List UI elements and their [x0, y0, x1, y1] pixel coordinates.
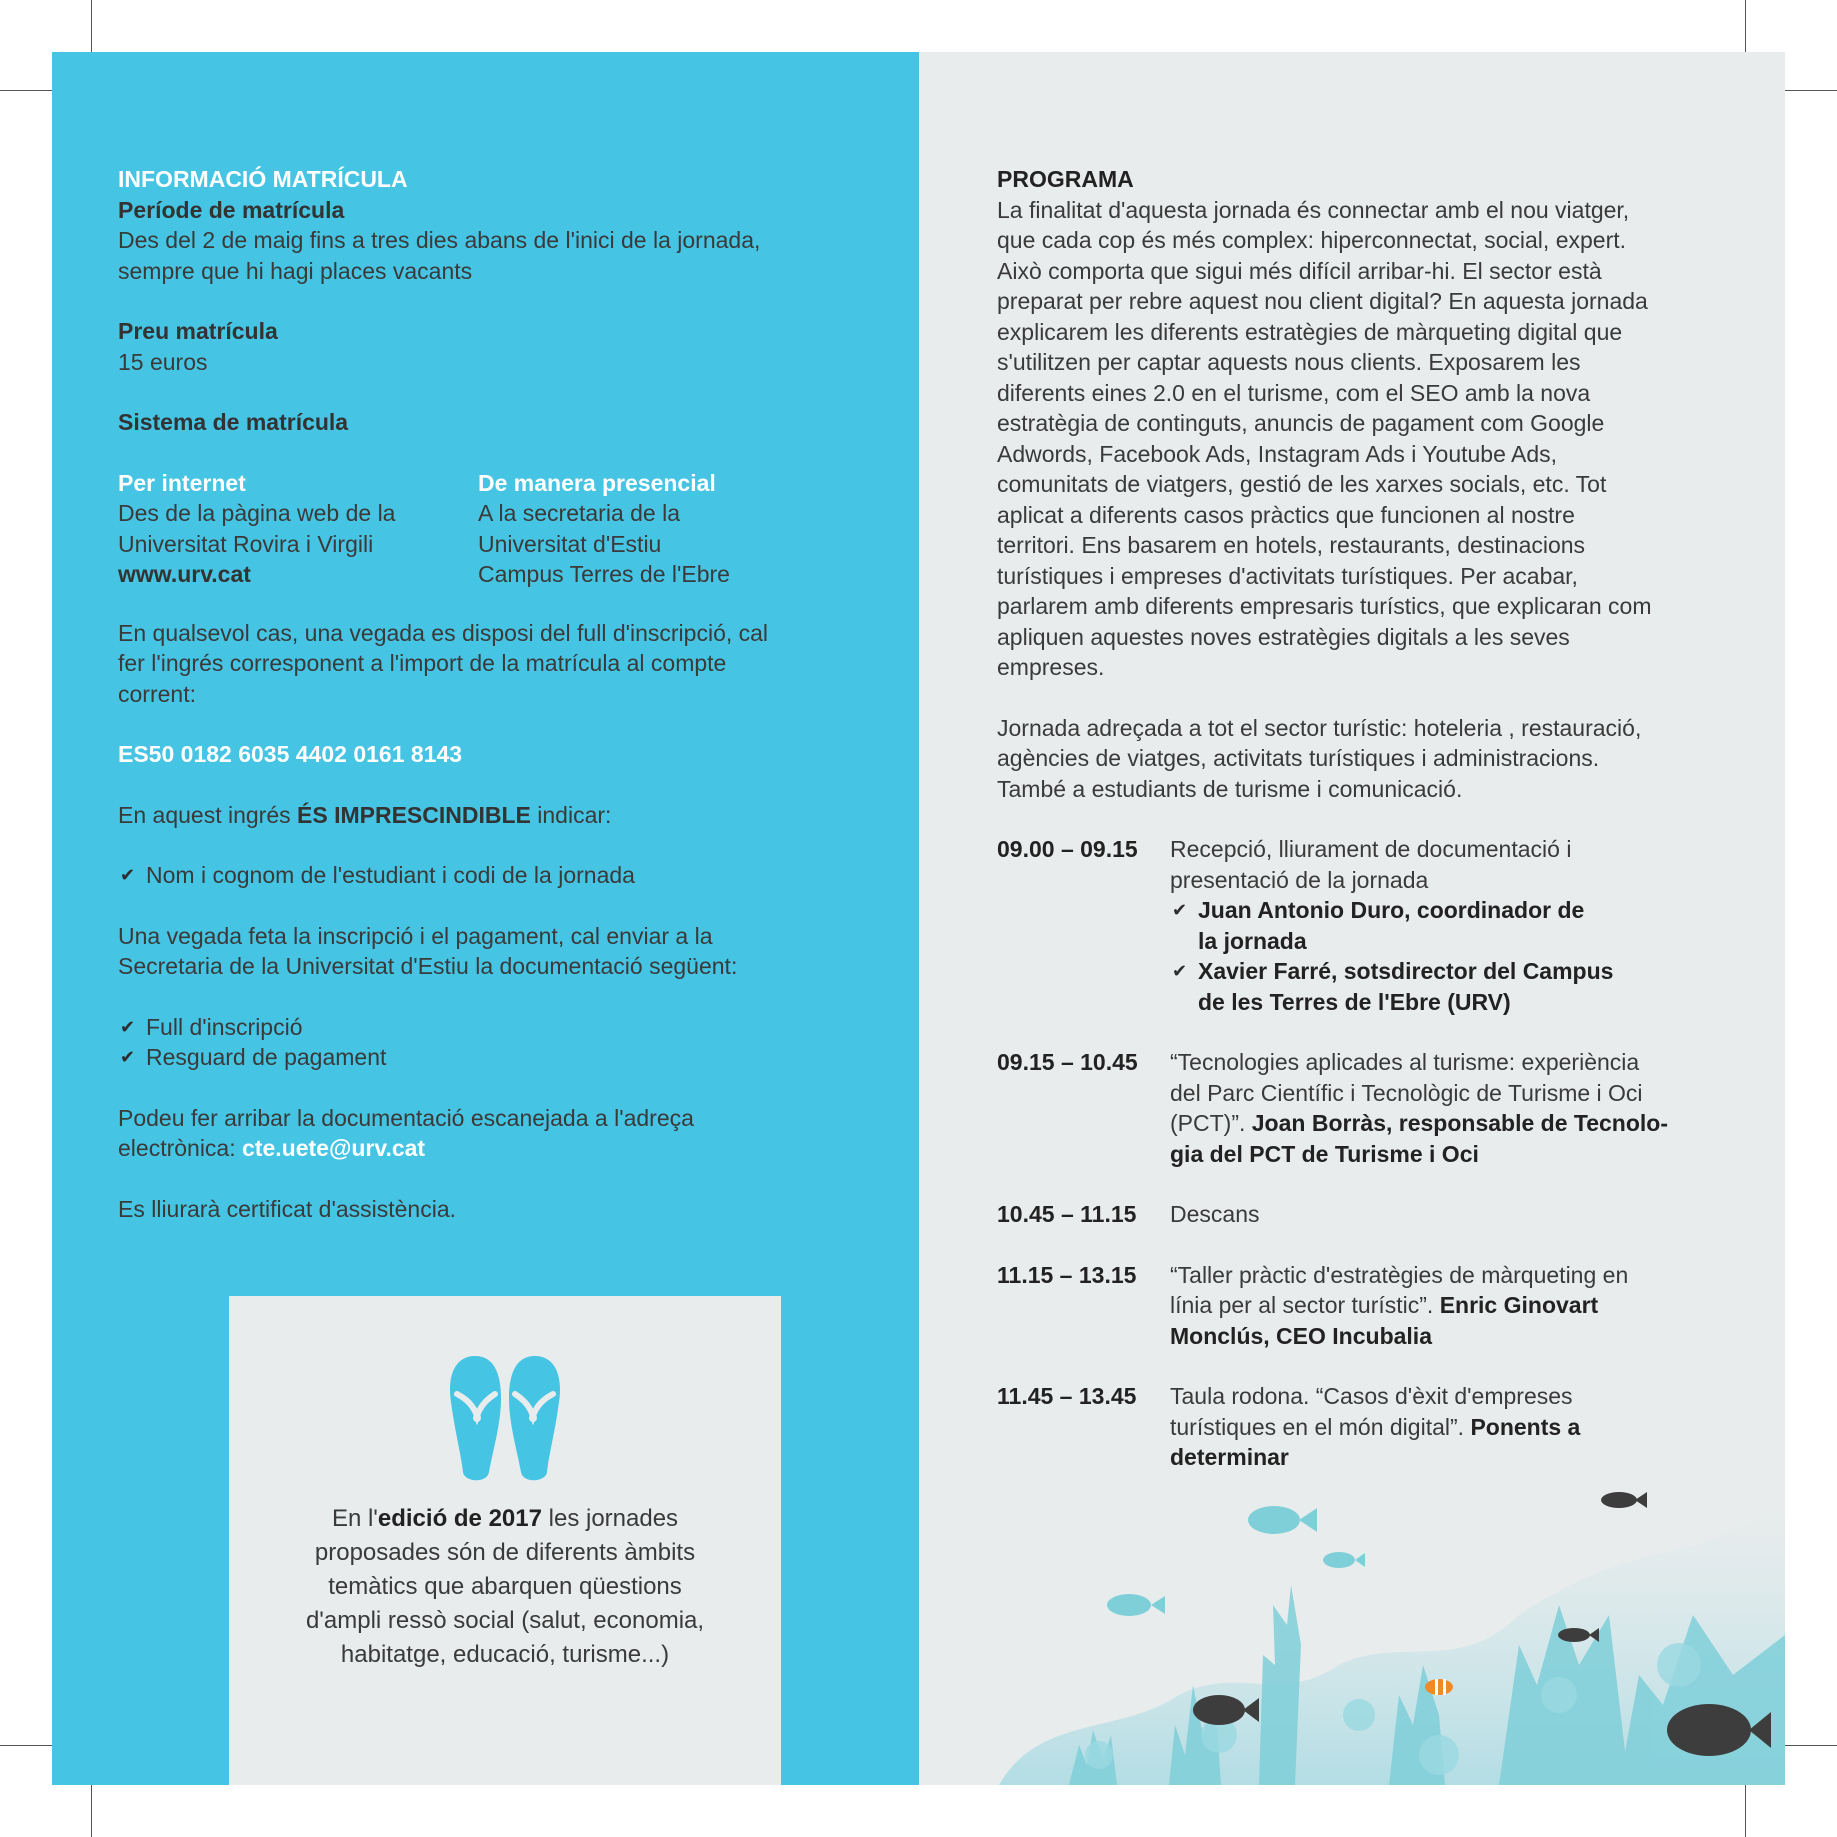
system-title: Sistema de matrícula — [118, 409, 349, 435]
list-item: ✔ Resguard de pagament — [118, 1042, 838, 1073]
indicate-list — [118, 860, 838, 891]
program-time: 11.15 – 13.15 — [997, 1261, 1137, 1288]
check-icon: ✔ — [120, 1047, 136, 1067]
list-item: ✔ Nom i cognom de l'estudiant i codi de la jornada — [118, 860, 838, 891]
list-item: ✔ Xavier Farré, sotsdirector del Campus de les Terres de l'Ebre (URV) — [1172, 958, 1614, 1015]
period-text-2: sempre que hi hagi places vacants — [118, 257, 473, 284]
registration-methods — [118, 468, 838, 590]
program-row — [997, 834, 1677, 1017]
presencial-line-2: Universitat d'Estiu — [478, 530, 662, 557]
speakers-list — [1170, 895, 1670, 1017]
edition-promo-box — [229, 1296, 781, 1785]
internet-title: Per internet — [118, 469, 246, 496]
email-link[interactable]: cte.uete@urv.cat — [242, 1135, 426, 1161]
registration-heading: INFORMACIÓ MATRÍCULA — [118, 166, 408, 192]
program-row — [997, 1381, 1677, 1473]
indicate-text: En aquest ingrés ÉS IMPRESCINDIBLE indicar: — [118, 801, 612, 828]
payment-text-2: fer l'ingrés corresponent a l'import de la matrícula al compte — [118, 650, 727, 676]
urv-website-link[interactable]: www.urv.cat — [118, 561, 251, 587]
flip-flops-icon — [447, 1354, 563, 1484]
certificate-text: Es lliurarà certificat d'assistència. — [118, 1195, 457, 1222]
email-text-2: electrònica: cte.uete@urv.cat — [118, 1135, 426, 1161]
presencial-title: De manera presencial — [478, 469, 716, 496]
presencial-line-1: A la secretaria de la — [478, 500, 681, 526]
check-icon: ✔ — [1172, 900, 1188, 920]
send-text-2: Secretaria de la Universitat d'Estiu la documentació següent: — [118, 953, 738, 979]
internet-line-1: Des de la pàgina web de la — [118, 500, 396, 526]
program-description: Taula rodona. “Casos d'èxit d'empreses turístiques en el món digital”. Ponents a determinar — [1170, 1383, 1581, 1470]
documents-list — [118, 1012, 838, 1073]
presencial-line-3: Campus Terres de l'Ebre — [478, 561, 730, 587]
internet-method — [118, 468, 478, 590]
email-text-1: Podeu fer arribar la documentació escanejada a l'adreça — [118, 1104, 694, 1131]
period-title: Període de matrícula — [118, 196, 345, 223]
program-description: “Tecnologies aplicades al turisme: experiència del Parc Científic i Tecnològic de Turisme i Oci (PCT)”. Joan Borràs, responsable de Tecnolo- gia del PCT de Turisme i Oci — [1170, 1049, 1669, 1167]
program-time: 09.15 – 10.45 — [997, 1049, 1138, 1075]
presencial-method — [478, 468, 838, 590]
edition-promo-text: En l'edició de 2017 les jornades proposades són de diferents àmbits temàtics que abarquen qüestions d'ampli ressò social (salut, economia, habitatge, educació, turisme...) — [305, 1505, 705, 1668]
price-title: Preu matrícula — [118, 318, 278, 344]
period-text-1: Des del 2 de maig fins a tres dies abans de l'inici de la jornada, — [118, 227, 761, 253]
program-description: Recepció, lliurament de documentació i presentació de la jornada ✔ Juan Antonio Duro, coordinador de la jornada ✔ Xavier Farré, sotsdirector del Campus de les Terres de l'Ebre (URV) — [1170, 834, 1670, 1017]
payment-text-3: corrent: — [118, 680, 196, 707]
edition-2017-emphasis: edició de 2017 — [377, 1505, 542, 1532]
price-text: 15 euros — [118, 348, 208, 375]
program-time: 09.00 – 09.15 — [997, 836, 1138, 862]
coral-reef-illustration — [919, 1465, 1785, 1785]
program-description: Descans — [1170, 1201, 1260, 1227]
program-row — [997, 1047, 1677, 1169]
list-item: ✔ Juan Antonio Duro, coordinador de la jornada — [1172, 897, 1585, 954]
list-item: ✔ Full d'inscripció — [118, 1012, 838, 1043]
imprescindible-emphasis: ÉS IMPRESCINDIBLE — [297, 801, 531, 828]
registration-info — [118, 164, 838, 1224]
program-row — [997, 1260, 1677, 1352]
program-row — [997, 1199, 1677, 1230]
check-icon: ✔ — [120, 865, 136, 885]
send-text-1: Una vegada feta la inscripció i el pagament, cal enviar a la — [118, 922, 713, 949]
program-time: 11.45 – 13.45 — [997, 1383, 1137, 1409]
iban-number: ES50 0182 6035 4402 0161 8143 — [118, 741, 463, 767]
payment-text-1: En qualsevol cas, una vegada es disposi del full d'inscripció, cal — [118, 619, 769, 646]
program-section — [997, 164, 1677, 1473]
program-description: “Taller pràctic d'estratègies de màrqueting en línia per al sector turístic”. Enric Ginovart Monclús, CEO Incubalia — [1170, 1261, 1629, 1349]
program-audience: Jornada adreçada a tot el sector turístic: hoteleria , restauració, agències de viatges, activitats turístiques i administracions. També a estudiants de turisme i comunicació. — [997, 714, 1642, 802]
check-icon: ✔ — [120, 1016, 136, 1037]
program-heading: PROGRAMA — [997, 166, 1134, 192]
program-time: 10.45 – 11.15 — [997, 1201, 1137, 1227]
internet-line-2: Universitat Rovira i Virgili — [118, 530, 374, 557]
check-icon: ✔ — [1172, 961, 1188, 981]
program-intro: La finalitat d'aquesta jornada és connectar amb el nou viatger, que cada cop és més complex: hiperconnectat, social, expert. Això comporta que sigui més difícil arribar-hi. El sector està preparat per rebre aquest nou client digital? En aquesta jornada explicarem les diferents estratègies de màrqueting digital que s'utilitzen per captar aquests nous clients. Exposarem les diferents eines 2.0 en el turisme, com el SEO amb la nova estratègia de continguts, anuncis de pagament com Google Adwords, Facebook Ads, Instagram Ads i Youtube Ads, comunitats de viatgers, gestió de les xarxes socials, etc. Tot aplicat a diferents casos pràctics que funcionen al nostre territori. Ens basarem en hotels, restaurants, destinacions turístiques i empreses d'activitats turístiques. Per acabar, parlarem amb diferents empresaris turístics, que explicaran com apliquen aquestes noves estratègies digitals a les seves empreses. — [997, 196, 1652, 680]
